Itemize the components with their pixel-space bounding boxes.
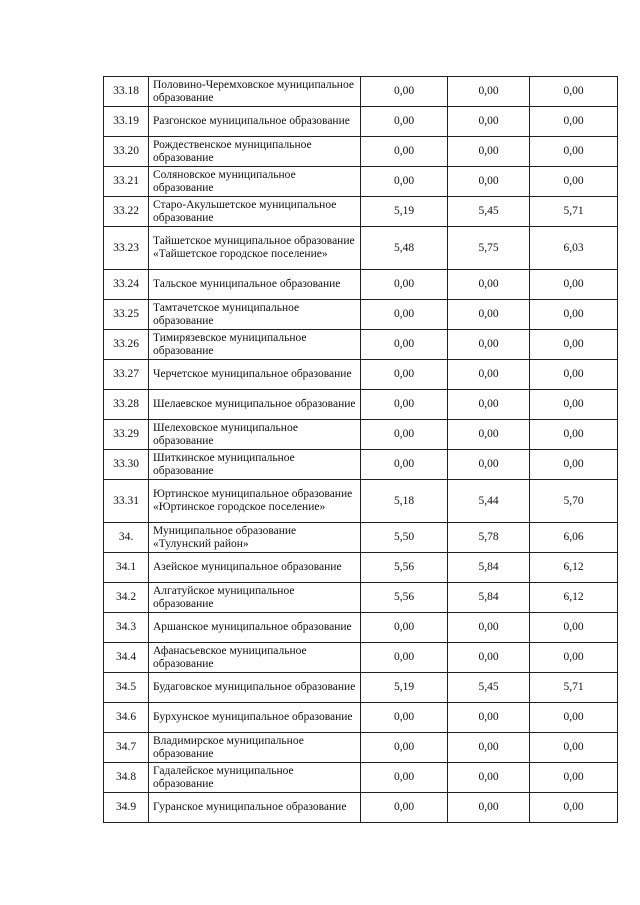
value-cell-1: 0,00 [361, 420, 448, 450]
table-row [104, 360, 618, 390]
value-cell-3: 6,06 [530, 523, 618, 553]
value-cell-1: 5,56 [361, 553, 448, 583]
value-cell-2: 5,45 [448, 197, 530, 227]
municipality-name-cell: Бурхунское муниципальное образование [149, 703, 361, 733]
value-cell-3: 0,00 [530, 420, 618, 450]
row-number-cell: 34.2 [104, 583, 149, 613]
row-number-cell: 33.26 [104, 330, 149, 360]
table-row [104, 107, 618, 137]
value-cell-3: 0,00 [530, 167, 618, 197]
table-row [104, 450, 618, 480]
value-cell-2: 0,00 [448, 77, 530, 107]
value-cell-3: 6,12 [530, 583, 618, 613]
row-number-cell: 34.7 [104, 733, 149, 763]
value-cell-2: 0,00 [448, 420, 530, 450]
table-row [104, 793, 618, 823]
row-number-cell: 33.22 [104, 197, 149, 227]
value-cell-1: 0,00 [361, 450, 448, 480]
municipality-name-cell: Тальское муниципальное образование [149, 270, 361, 300]
value-cell-3: 0,00 [530, 107, 618, 137]
value-cell-1: 0,00 [361, 300, 448, 330]
value-cell-2: 0,00 [448, 763, 530, 793]
value-cell-1: 0,00 [361, 613, 448, 643]
value-cell-3: 0,00 [530, 703, 618, 733]
table-row [104, 137, 618, 167]
row-number-cell: 34.6 [104, 703, 149, 733]
table-row [104, 643, 618, 673]
value-cell-3: 5,71 [530, 197, 618, 227]
table-row [104, 613, 618, 643]
municipality-name-cell: Аршанское муниципальное образование [149, 613, 361, 643]
value-cell-1: 0,00 [361, 107, 448, 137]
table-row [104, 167, 618, 197]
municipality-name-cell: Соляновское муниципальное образование [149, 167, 361, 197]
value-cell-2: 0,00 [448, 613, 530, 643]
row-number-cell: 33.30 [104, 450, 149, 480]
row-number-cell: 33.29 [104, 420, 149, 450]
value-cell-2: 0,00 [448, 107, 530, 137]
municipality-name-cell: Рождественское муниципальное образование [149, 137, 361, 167]
row-number-cell: 33.24 [104, 270, 149, 300]
table-row [104, 270, 618, 300]
row-number-cell: 33.19 [104, 107, 149, 137]
row-number-cell: 33.25 [104, 300, 149, 330]
table-row [104, 227, 618, 270]
value-cell-2: 0,00 [448, 270, 530, 300]
table-row [104, 300, 618, 330]
value-cell-3: 0,00 [530, 643, 618, 673]
row-number-cell: 34.5 [104, 673, 149, 703]
value-cell-3: 5,71 [530, 673, 618, 703]
value-cell-2: 5,84 [448, 553, 530, 583]
municipality-name-cell: Будаговское муниципальное образование [149, 673, 361, 703]
value-cell-3: 6,03 [530, 227, 618, 270]
value-cell-2: 5,44 [448, 480, 530, 523]
municipality-name-cell: Владимирское муниципальное образование [149, 733, 361, 763]
table-row [104, 673, 618, 703]
value-cell-1: 5,18 [361, 480, 448, 523]
value-cell-1: 0,00 [361, 733, 448, 763]
value-cell-3: 0,00 [530, 390, 618, 420]
value-cell-3: 6,12 [530, 553, 618, 583]
table-row [104, 330, 618, 360]
row-number-cell: 33.23 [104, 227, 149, 270]
municipality-name-cell: Шелеховское муниципальное образование [149, 420, 361, 450]
value-cell-2: 0,00 [448, 300, 530, 330]
value-cell-1: 0,00 [361, 270, 448, 300]
municipality-name-cell: Старо-Акульшетское муниципальное образование [149, 197, 361, 227]
municipality-name-cell: Тайшетское муниципальное образование «Тайшетское городское поселение» [149, 227, 361, 270]
row-number-cell: 34.1 [104, 553, 149, 583]
value-cell-2: 5,84 [448, 583, 530, 613]
value-cell-3: 5,70 [530, 480, 618, 523]
table-row [104, 420, 618, 450]
row-number-cell: 33.27 [104, 360, 149, 390]
value-cell-2: 5,75 [448, 227, 530, 270]
row-number-cell: 34.3 [104, 613, 149, 643]
value-cell-1: 0,00 [361, 793, 448, 823]
value-cell-3: 0,00 [530, 360, 618, 390]
row-number-cell: 34.8 [104, 763, 149, 793]
value-cell-1: 0,00 [361, 703, 448, 733]
municipality-name-cell: Афанасьевское муниципальное образование [149, 643, 361, 673]
table-row [104, 703, 618, 733]
municipality-name-cell: Алгатуйское муниципальное образование [149, 583, 361, 613]
value-cell-2: 0,00 [448, 643, 530, 673]
row-number-cell: 34. [104, 523, 149, 553]
municipality-name-cell: Азейское муниципальное образование [149, 553, 361, 583]
row-number-cell: 33.21 [104, 167, 149, 197]
value-cell-3: 0,00 [530, 613, 618, 643]
value-cell-2: 0,00 [448, 167, 530, 197]
municipality-name-cell: Гуранское муниципальное образование [149, 793, 361, 823]
value-cell-3: 0,00 [530, 137, 618, 167]
municipality-name-cell: Юртинское муниципальное образование «Юртинское городское поселение» [149, 480, 361, 523]
municipality-name-cell: Муниципальное образование «Тулунский район» [149, 523, 361, 553]
value-cell-1: 5,48 [361, 227, 448, 270]
value-cell-3: 0,00 [530, 270, 618, 300]
document-page [103, 76, 617, 823]
value-cell-2: 0,00 [448, 793, 530, 823]
value-cell-1: 5,50 [361, 523, 448, 553]
table-row [104, 733, 618, 763]
value-cell-3: 0,00 [530, 77, 618, 107]
row-number-cell: 33.31 [104, 480, 149, 523]
municipality-name-cell: Половино-Черемховское муниципальное образование [149, 77, 361, 107]
table-row [104, 480, 618, 523]
value-cell-2: 0,00 [448, 703, 530, 733]
value-cell-2: 5,78 [448, 523, 530, 553]
municipality-name-cell: Гадалейское муниципальное образование [149, 763, 361, 793]
value-cell-3: 0,00 [530, 330, 618, 360]
value-cell-1: 0,00 [361, 330, 448, 360]
value-cell-3: 0,00 [530, 793, 618, 823]
value-cell-3: 0,00 [530, 450, 618, 480]
table-row [104, 583, 618, 613]
value-cell-1: 5,19 [361, 673, 448, 703]
row-number-cell: 33.28 [104, 390, 149, 420]
table-row [104, 523, 618, 553]
table-row [104, 763, 618, 793]
row-number-cell: 33.18 [104, 77, 149, 107]
value-cell-3: 0,00 [530, 300, 618, 330]
table-body [104, 77, 618, 823]
value-cell-1: 0,00 [361, 390, 448, 420]
row-number-cell: 34.4 [104, 643, 149, 673]
value-cell-1: 5,56 [361, 583, 448, 613]
table-row [104, 197, 618, 227]
value-cell-2: 5,45 [448, 673, 530, 703]
value-cell-2: 0,00 [448, 137, 530, 167]
value-cell-1: 0,00 [361, 77, 448, 107]
value-cell-2: 0,00 [448, 390, 530, 420]
value-cell-1: 5,19 [361, 197, 448, 227]
municipality-name-cell: Тимирязевское муниципальное образование [149, 330, 361, 360]
value-cell-2: 0,00 [448, 733, 530, 763]
municipality-name-cell: Шиткинское муниципальное образование [149, 450, 361, 480]
value-cell-1: 0,00 [361, 167, 448, 197]
table-row [104, 553, 618, 583]
value-cell-1: 0,00 [361, 360, 448, 390]
value-cell-3: 0,00 [530, 733, 618, 763]
value-cell-2: 0,00 [448, 450, 530, 480]
municipality-name-cell: Шелаевское муниципальное образование [149, 390, 361, 420]
municipality-name-cell: Черчетское муниципальное образование [149, 360, 361, 390]
value-cell-1: 0,00 [361, 137, 448, 167]
value-cell-1: 0,00 [361, 643, 448, 673]
value-cell-2: 0,00 [448, 360, 530, 390]
municipal-values-table [103, 76, 618, 823]
value-cell-2: 0,00 [448, 330, 530, 360]
table-row [104, 77, 618, 107]
table-row [104, 390, 618, 420]
row-number-cell: 34.9 [104, 793, 149, 823]
value-cell-1: 0,00 [361, 763, 448, 793]
municipality-name-cell: Разгонское муниципальное образование [149, 107, 361, 137]
row-number-cell: 33.20 [104, 137, 149, 167]
municipality-name-cell: Тамтачетское муниципальное образование [149, 300, 361, 330]
value-cell-3: 0,00 [530, 763, 618, 793]
